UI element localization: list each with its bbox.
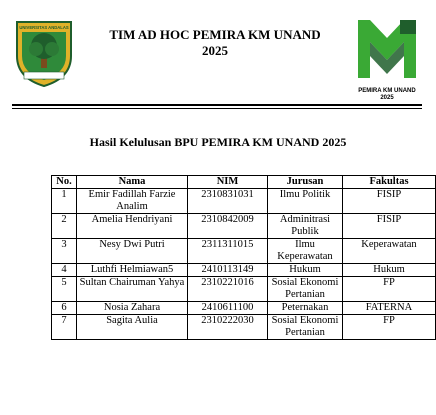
cell-fakultas: Keperawatan (343, 239, 436, 264)
cell-nim: 2410113149 (188, 264, 268, 277)
table-row (52, 239, 436, 264)
column-header-no: No. (52, 176, 77, 189)
cell-no: 3 (52, 239, 77, 264)
column-header-fakultas: Fakultas (343, 176, 436, 189)
pemira-logo-text: PEMIRA KM UNAND (358, 88, 416, 94)
table-row (52, 302, 436, 315)
cell-fakultas: FISIP (343, 189, 436, 214)
letterhead (0, 0, 436, 105)
svg-text:UNIVERSITAS ANDALAS: UNIVERSITAS ANDALAS (19, 25, 69, 30)
cell-no: 7 (52, 315, 77, 340)
cell-nim: 2310221016 (188, 277, 268, 302)
cell-jurusan: Sosial Ekonomi Pertanian (268, 315, 343, 340)
cell-fakultas: FP (343, 277, 436, 302)
results-table (51, 175, 436, 340)
cell-no: 6 (52, 302, 77, 315)
column-header-jurusan: Jurusan (268, 176, 343, 189)
cell-no: 1 (52, 189, 77, 214)
cell-fakultas: FATERNA (343, 302, 436, 315)
column-header-nama: Nama (77, 176, 188, 189)
cell-nim: 2311311015 (188, 239, 268, 264)
cell-nama: Sagita Aulia (77, 315, 188, 340)
cell-jurusan: Ilmu Keperawatan (268, 239, 343, 264)
table-row (52, 189, 436, 214)
header-rule-thick (12, 104, 422, 106)
cell-no: 5 (52, 277, 77, 302)
pemira-logo-year: 2025 (380, 95, 394, 101)
letterhead-title (90, 27, 340, 59)
cell-nama: Nesy Dwi Putri (77, 239, 188, 264)
table-row (52, 264, 436, 277)
cell-jurusan: Ilmu Politik (268, 189, 343, 214)
unand-logo (14, 18, 74, 88)
table-row (52, 315, 436, 340)
cell-nim: 2410611100 (188, 302, 268, 315)
cell-nama: Luthfi Helmiawan5 (77, 264, 188, 277)
cell-jurusan: Hukum (268, 264, 343, 277)
cell-fakultas: FISIP (343, 214, 436, 239)
cell-no: 2 (52, 214, 77, 239)
cell-nama: Sultan Chairuman Yahya (77, 277, 188, 302)
cell-jurusan: Peternakan (268, 302, 343, 315)
document-title: Hasil Kelulusan BPU PEMIRA KM UNAND 2025 (89, 135, 347, 149)
cell-nim: 2310222030 (188, 315, 268, 340)
pemira-logo (352, 16, 422, 102)
letterhead-title-line2: 2025 (202, 43, 228, 58)
table-row (52, 277, 436, 302)
cell-fakultas: FP (343, 315, 436, 340)
header-rule-thin (12, 108, 422, 109)
cell-no: 4 (52, 264, 77, 277)
cell-nama: Amelia Hendriyani (77, 214, 188, 239)
cell-jurusan: Adminitrasi Publik (268, 214, 343, 239)
letterhead-title-line1: TIM AD HOC PEMIRA KM UNAND (109, 27, 321, 42)
table-row (52, 214, 436, 239)
column-header-nim: NIM (188, 176, 268, 189)
cell-jurusan: Sosial Ekonomi Pertanian (268, 277, 343, 302)
table-header-row (52, 176, 436, 189)
cell-nama: Nosia Zahara (77, 302, 188, 315)
cell-nim: 2310831031 (188, 189, 268, 214)
cell-nama: Emir Fadillah Farzie Analim (77, 189, 188, 214)
cell-fakultas: Hukum (343, 264, 436, 277)
cell-nim: 2310842009 (188, 214, 268, 239)
